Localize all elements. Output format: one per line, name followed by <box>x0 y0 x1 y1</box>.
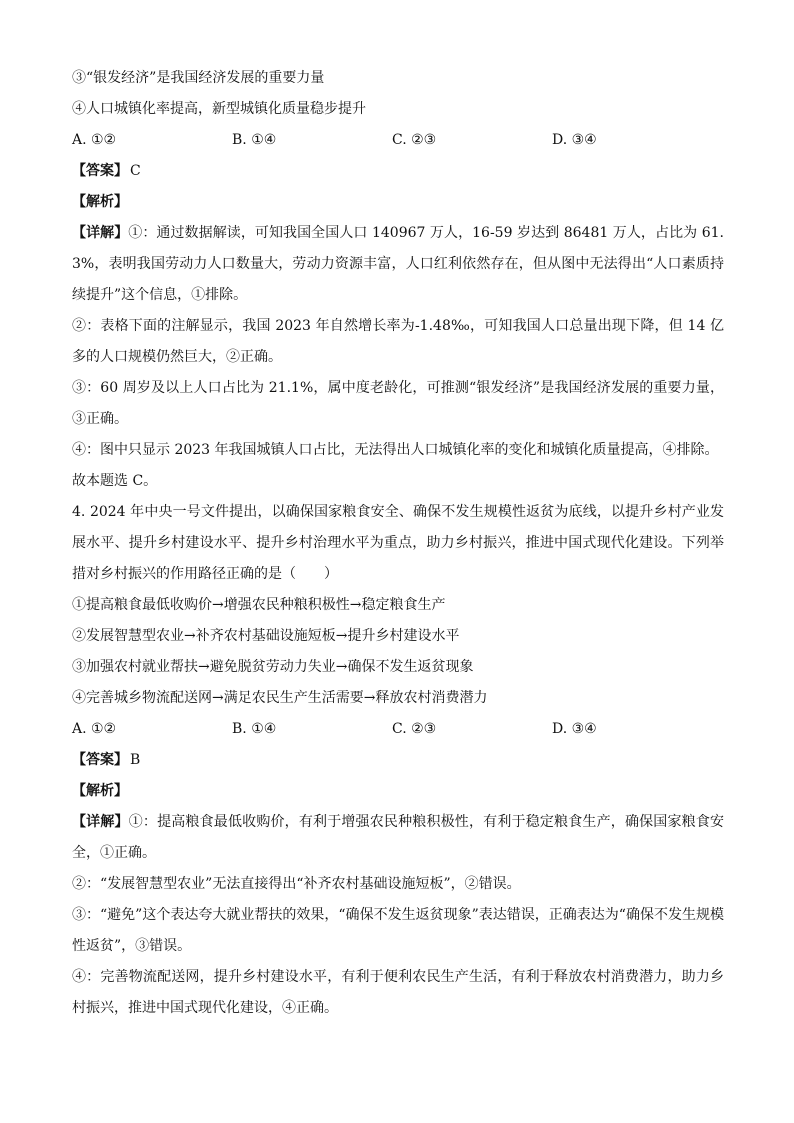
q4-options <box>72 714 724 745</box>
q4-answer <box>72 745 724 776</box>
q4-detail-3: ③：“避免”这个表达夸大就业帮扶的效果，“确保不发生返贫现象”表达错误，正确表达为“确保不发生规模性返贫”，③错误。 <box>72 907 724 954</box>
q4-option-b: B. ①④ <box>232 721 277 737</box>
q4-option-c: C. ②③ <box>392 721 437 737</box>
q3-statement-4: ④人口城镇化率提高，新型城镇化质量稳步提升 <box>72 101 366 117</box>
q4-statement-1: ①提高粮食最低收购价→增强农民种粮积极性→稳定粮食生产 <box>72 597 446 613</box>
q3-detail-2: ②：表格下面的注解显示，我国 2023 年自然增长率为-1.48‰，可知我国人口总量出现下降，但 14 亿多的人口规模仍然巨大，②正确。 <box>72 318 724 365</box>
q3-detail-1-text: ①：通过数据解读，可知我国全国人口 140967 万人，16-59 岁达到 86481 万人，占比为 61.3%，表明我国劳动力人口数量大，劳动力资源丰富，人口红利依然存在，但从图中无法得出“人口素质持续提升”这个信息，①排除。 <box>72 225 724 303</box>
q4-detail-1-text: ①：提高粮食最低收购价，有利于增强农民种粮积极性，有利于稳定粮食生产，确保国家粮食安全，①正确。 <box>72 814 725 861</box>
q4-analysis-tag: 【解析】 <box>72 783 128 799</box>
q3-answer-tag: 【答案】 <box>72 163 128 179</box>
q4-answer-tag: 【答案】 <box>72 752 128 768</box>
q3-options <box>72 125 724 156</box>
q3-answer-value: C <box>130 163 141 179</box>
q4-statement-4: ④完善城乡物流配送网→满足农民生产生活需要→释放农村消费潜力 <box>72 690 488 706</box>
q3-analysis-tag: 【解析】 <box>72 194 128 210</box>
q3-detail-1 <box>72 218 724 311</box>
q3-detail-tag: 【详解】 <box>72 225 129 241</box>
q3-option-d: D. ③④ <box>552 132 597 148</box>
q3-option-a: A. ①② <box>72 132 117 148</box>
q3-detail-4: ④：图中只显示 2023 年我国城镇人口占比，无法得出人口城镇化率的变化和城镇化质量提高，④排除。 <box>72 442 719 458</box>
q3-detail-3: ③：60 周岁及以上人口占比为 21.1%，属中度老龄化，可推测“银发经济”是我国经济发展的重要力量，③正确。 <box>72 380 724 427</box>
q4-detail-tag: 【详解】 <box>72 814 129 830</box>
q4-detail-1 <box>72 807 724 869</box>
q4-option-a: A. ①② <box>72 721 117 737</box>
q4-statement-3: ③加强农村就业帮扶→避免脱贫劳动力失业→确保不发生返贫现象 <box>72 659 474 675</box>
q4-detail-4: ④：完善物流配送网，提升乡村建设水平，有利于便利农民生产生活，有利于释放农村消费潜力，助力乡村振兴，推进中国式现代化建设，④正确。 <box>72 969 724 1016</box>
q3-answer <box>72 156 724 187</box>
q3-option-b: B. ①④ <box>232 132 277 148</box>
q3-statement-3: ③“银发经济”是我国经济发展的重要力量 <box>72 70 325 86</box>
q4-option-d: D. ③④ <box>552 721 597 737</box>
q4-stem: 4. 2024 年中央一号文件提出，以确保国家粮食安全、确保不发生规模性返贫为底线，以提升乡村产业发展水平、提升乡村建设水平、提升乡村治理水平为重点，助力乡村振兴，推进中国式现代化建设。下列举措对乡村振兴的作用路径正确的是（ ） <box>72 504 724 582</box>
q3-option-c: C. ②③ <box>392 132 437 148</box>
q4-statement-2: ②发展智慧型农业→补齐农村基础设施短板→提升乡村建设水平 <box>72 628 460 644</box>
q4-detail-2: ②：“发展智慧型农业”无法直接得出“补齐农村基础设施短板”，②错误。 <box>72 876 521 892</box>
q3-conclusion: 故本题选 C。 <box>72 473 158 489</box>
q4-answer-value: B <box>130 752 141 768</box>
